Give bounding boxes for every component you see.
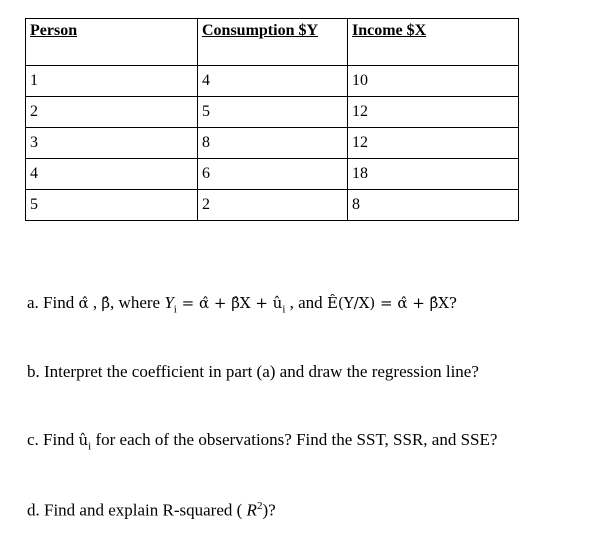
regression-equation: = α̂ + β̂X + û xyxy=(176,294,283,312)
cell-income: 18 xyxy=(348,159,519,190)
question-a xyxy=(27,293,457,315)
question-d-suffix: )? xyxy=(262,500,276,520)
header-person: Person xyxy=(26,19,198,66)
u-subscript: i xyxy=(282,303,286,316)
cell-person: 3 xyxy=(26,128,198,159)
table-row xyxy=(26,97,519,128)
cell-consumption: 8 xyxy=(198,128,348,159)
cell-consumption: 5 xyxy=(198,97,348,128)
cell-person: 2 xyxy=(26,97,198,128)
u-hat: û xyxy=(78,431,89,449)
alpha-hat: α̂ xyxy=(78,294,89,312)
cell-person: 5 xyxy=(26,190,198,221)
data-table xyxy=(25,18,519,221)
y-symbol: Y xyxy=(164,293,174,312)
question-a-sep: , xyxy=(88,293,102,312)
table-header-row xyxy=(26,19,519,66)
cell-income: 12 xyxy=(348,97,519,128)
cell-income: 8 xyxy=(348,190,519,221)
question-d xyxy=(27,500,276,521)
cell-consumption: 6 xyxy=(198,159,348,190)
cell-consumption: 2 xyxy=(198,190,348,221)
y-subscript: i xyxy=(173,303,177,316)
question-c-rest: for each of the observations? Find the SST, SSR, and SSE? xyxy=(91,430,498,449)
header-income: Income $X xyxy=(348,19,519,66)
cell-person: 4 xyxy=(26,159,198,190)
question-d-prefix: d. Find and explain R-squared ( xyxy=(27,500,247,520)
table-row xyxy=(26,128,519,159)
beta-hat: β̂ xyxy=(101,294,111,312)
question-a-prefix: a. Find xyxy=(27,293,79,312)
question-c xyxy=(27,430,497,452)
table-row xyxy=(26,190,519,221)
u-hat-subscript: i xyxy=(88,440,92,453)
table-row xyxy=(26,159,519,190)
cell-person: 1 xyxy=(26,66,198,97)
expectation-equation: Ê(Y/X) = α̂ + β̂X? xyxy=(326,294,457,312)
header-consumption: Consumption $Y xyxy=(198,19,348,66)
cell-income: 10 xyxy=(348,66,519,97)
cell-consumption: 4 xyxy=(198,66,348,97)
question-a-and: , and xyxy=(285,293,327,312)
r-superscript: 2 xyxy=(256,500,263,512)
question-b: b. Interpret the coefficient in part (a) and draw the regression line? xyxy=(27,362,479,381)
cell-income: 12 xyxy=(348,128,519,159)
question-c-prefix: c. Find xyxy=(27,430,79,449)
table-row xyxy=(26,66,519,97)
question-a-where: , where xyxy=(110,293,165,312)
r-symbol: R xyxy=(246,500,257,520)
